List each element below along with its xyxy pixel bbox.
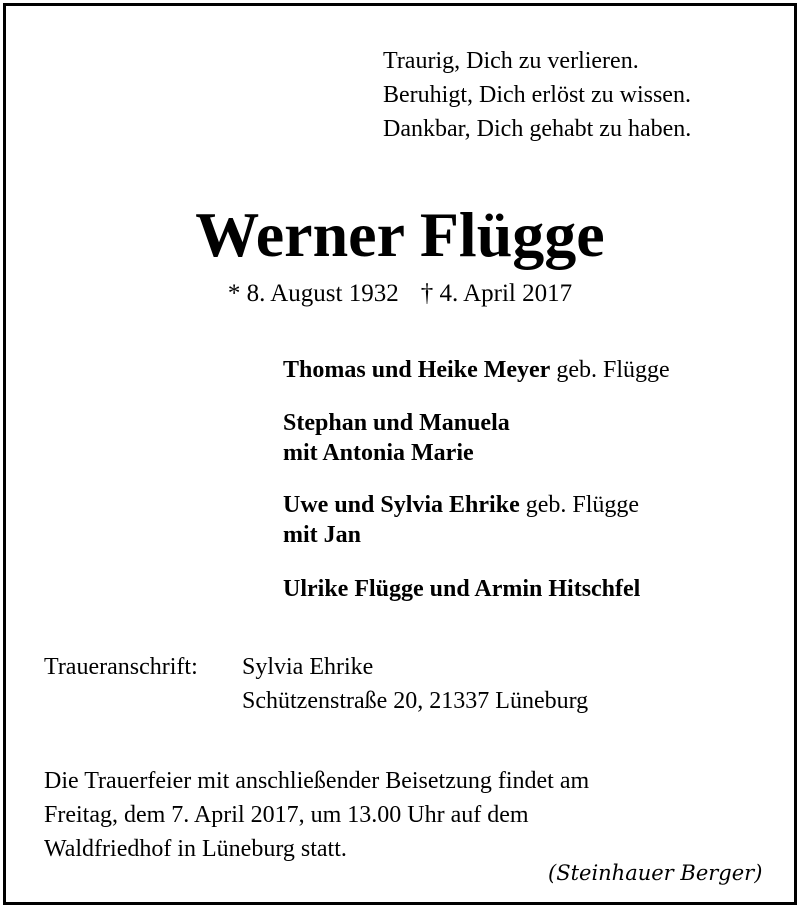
family-names: Ulrike Flügge und Armin Hitschfel: [283, 576, 641, 602]
notice-line: Waldfriedhof in Lüneburg statt.: [44, 836, 347, 862]
life-dates: [0, 278, 800, 310]
poem-line: Beruhigt, Dich erlöst zu wissen.: [383, 82, 691, 108]
family-group: [283, 490, 670, 550]
family-group: [283, 408, 670, 468]
funeral-home-signature: (Steinhauer Berger): [548, 861, 763, 885]
family-names: Uwe und Sylvia Ehrike: [283, 492, 520, 518]
family-names: Stephan und Manuela: [283, 410, 510, 436]
deceased-name: Werner Flügge: [195, 199, 605, 270]
address-label: Traueranschrift:: [44, 654, 198, 680]
poem-line: Traurig, Dich zu verlieren.: [383, 48, 639, 74]
notice-line: Freitag, dem 7. April 2017, um 13.00 Uhr auf dem: [44, 802, 529, 828]
family-names: mit Jan: [283, 522, 361, 548]
address-street: Schützenstraße 20, 21337 Lüneburg: [242, 688, 589, 714]
address-name: Sylvia Ehrike: [242, 654, 374, 680]
mourning-family: [283, 355, 670, 627]
notice-line: Die Trauerfeier mit anschließender Beisetzung findet am: [44, 768, 590, 794]
family-group: [283, 355, 670, 385]
family-names: Thomas und Heike Meyer: [283, 357, 551, 383]
poem: [383, 44, 691, 146]
family-group: [283, 574, 670, 604]
mourning-address: [44, 650, 588, 718]
funeral-notice: [44, 764, 589, 866]
family-names: mit Antonia Marie: [283, 440, 474, 466]
family-note: geb. Flügge: [550, 357, 670, 383]
death-date: † 4. April 2017: [420, 280, 573, 307]
poem-line: Dankbar, Dich gehabt zu haben.: [383, 116, 692, 142]
birth-date: * 8. August 1932: [227, 280, 399, 307]
family-note: geb. Flügge: [519, 492, 640, 518]
